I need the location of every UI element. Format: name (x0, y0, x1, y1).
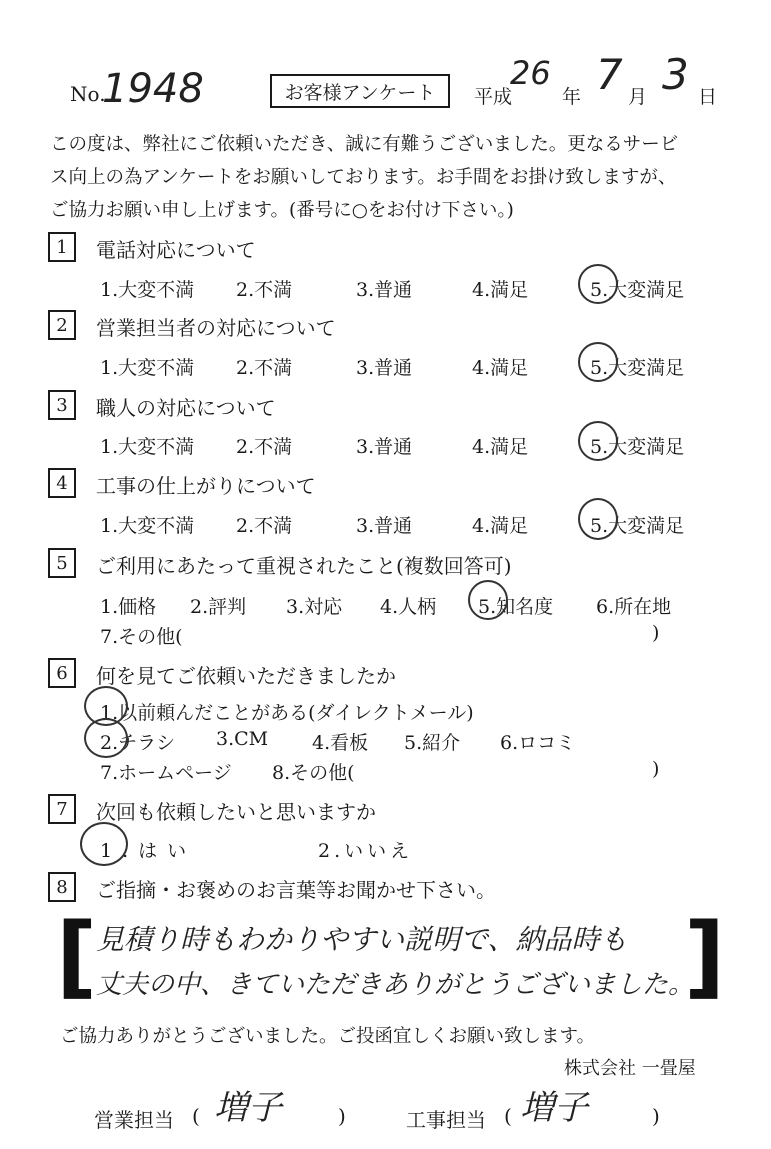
q3-option-4: 4.満足 (472, 436, 529, 458)
year-value: 26 (510, 54, 551, 92)
q2-option-1: 1.大変不満 (100, 357, 195, 379)
q4-selection-circle (578, 498, 618, 540)
q3-selection-circle (578, 421, 618, 461)
q3-option-5: 5.大変満足 (590, 436, 685, 458)
q5-option-1: 1.価格 (100, 596, 157, 618)
q1-option-1: 1.大変不満 (100, 279, 195, 301)
q3-option-3: 3.普通 (356, 436, 413, 458)
day-value: 3 (662, 50, 689, 99)
thanks-text: ご協力ありがとうございました。ご投函宜しくお願い致します。 (60, 1026, 596, 1047)
q2-option-2: 2.不満 (236, 357, 293, 379)
question-1-text: 電話対応について (96, 238, 256, 262)
construction-open-paren: ( (504, 1104, 512, 1128)
q4-option-1: 1.大変不満 (100, 515, 195, 537)
question-number-4: 4 (48, 468, 76, 498)
sales-label: 営業担当 (94, 1108, 174, 1132)
question-5-text: ご利用にあたって重視されたこと(複数回答可) (96, 554, 512, 578)
q6-option-8: 8.その他( (272, 762, 355, 784)
q5-option-4: 4.人柄 (380, 596, 437, 618)
construction-signature: 増子 (520, 1088, 588, 1128)
question-3-text: 職人の対応について (96, 396, 276, 420)
q6-option-1: 1.以前頼んだことがある(ダイレクトメール) (100, 702, 474, 724)
question-6-text: 何を見てご依頼いただきましたか (96, 664, 396, 688)
question-number-6: 6 (48, 658, 76, 688)
q5-option-3: 3.対応 (286, 596, 343, 618)
comment-line-1: 見積り時もわかりやすい説明で、納品時も (96, 923, 628, 956)
comment-bracket-left: [ (56, 904, 98, 1009)
sales-open-paren: ( (192, 1104, 200, 1128)
day-label: 日 (698, 86, 718, 108)
q3-option-2: 2.不満 (236, 436, 293, 458)
intro-line-1: この度は、弊社にご依頼いただき、誠に有難うございました。更なるサービ (50, 134, 679, 155)
q1-selection-circle (578, 264, 618, 304)
question-number-1: 1 (48, 232, 76, 262)
q6-other-close: ) (652, 758, 660, 780)
q7-option-no: 2.いいえ (318, 840, 414, 862)
company-name: 株式会社 一畳屋 (564, 1058, 696, 1079)
q2-option-3: 3.普通 (356, 357, 413, 379)
q2-selection-circle (578, 342, 618, 382)
comment-line-2: 丈夫の中、きていただきありがとうございました。 (96, 970, 695, 1000)
intro-line-3: ご協力お願い申し上げます。(番号に○をお付け下さい。) (50, 200, 514, 221)
question-7-text: 次回も依頼したいと思いますか (96, 800, 376, 824)
question-2-text: 営業担当者の対応について (96, 316, 336, 340)
q2-option-5: 5.大変満足 (590, 357, 685, 379)
sales-signature: 増子 (214, 1088, 282, 1128)
q4-option-3: 3.普通 (356, 515, 413, 537)
q6-option-6: 6.ロコミ (500, 732, 576, 754)
month-label: 月 (628, 86, 648, 108)
q4-option-4: 4.満足 (472, 515, 529, 537)
q5-option-5: 5.知名度 (478, 596, 554, 618)
question-8-text: ご指摘・お褒めのお言葉等お聞かせ下さい。 (96, 878, 496, 902)
year-label: 年 (562, 86, 582, 108)
question-number-5: 5 (48, 548, 76, 578)
q2-option-4: 4.満足 (472, 357, 529, 379)
q6-option-3: 3.CM (216, 728, 269, 750)
q6-option-4: 4.看板 (312, 732, 369, 754)
era-label: 平成 (474, 86, 513, 108)
question-number-7: 7 (48, 794, 76, 824)
question-4-text: 工事の仕上がりについて (96, 474, 316, 498)
q1-option-2: 2.不満 (236, 279, 293, 301)
q7-option-yes: 1.はい (100, 840, 197, 862)
q1-option-3: 3.普通 (356, 279, 413, 301)
question-number-8: 8 (48, 872, 76, 902)
intro-line-2: ス向上の為アンケートをお願いしております。お手間をお掛け致しますが、 (50, 167, 677, 188)
q6-option-5: 5.紹介 (404, 732, 461, 754)
q5-other-close: ) (652, 622, 660, 644)
month-value: 7 (596, 50, 623, 99)
q3-option-1: 1.大変不満 (100, 436, 195, 458)
q5-option-other: 7.その他( (100, 626, 183, 648)
q5-selection-circle (468, 580, 508, 620)
no-label: No. (70, 82, 106, 106)
q6-option-7: 7.ホームページ (100, 762, 232, 784)
survey-number: 1948 (102, 66, 204, 112)
q5-option-2: 2.評判 (190, 596, 247, 618)
q6-option-2: 2.チラシ (100, 732, 176, 754)
sales-close-paren: ) (338, 1104, 346, 1128)
q4-option-5: 5.大変満足 (590, 515, 685, 537)
q5-option-6: 6.所在地 (596, 596, 672, 618)
question-number-2: 2 (48, 310, 76, 340)
q4-option-2: 2.不満 (236, 515, 293, 537)
comment-bracket-right: ] (684, 904, 726, 1009)
construction-close-paren: ) (652, 1104, 660, 1128)
q6-selection-circle-2 (84, 718, 128, 758)
survey-title: お客様アンケート (270, 74, 450, 108)
q1-option-4: 4.満足 (472, 279, 529, 301)
q1-option-5: 5.大変満足 (590, 279, 685, 301)
question-number-3: 3 (48, 390, 76, 420)
construction-label: 工事担当 (406, 1108, 486, 1132)
q7-selection-circle (80, 822, 128, 866)
